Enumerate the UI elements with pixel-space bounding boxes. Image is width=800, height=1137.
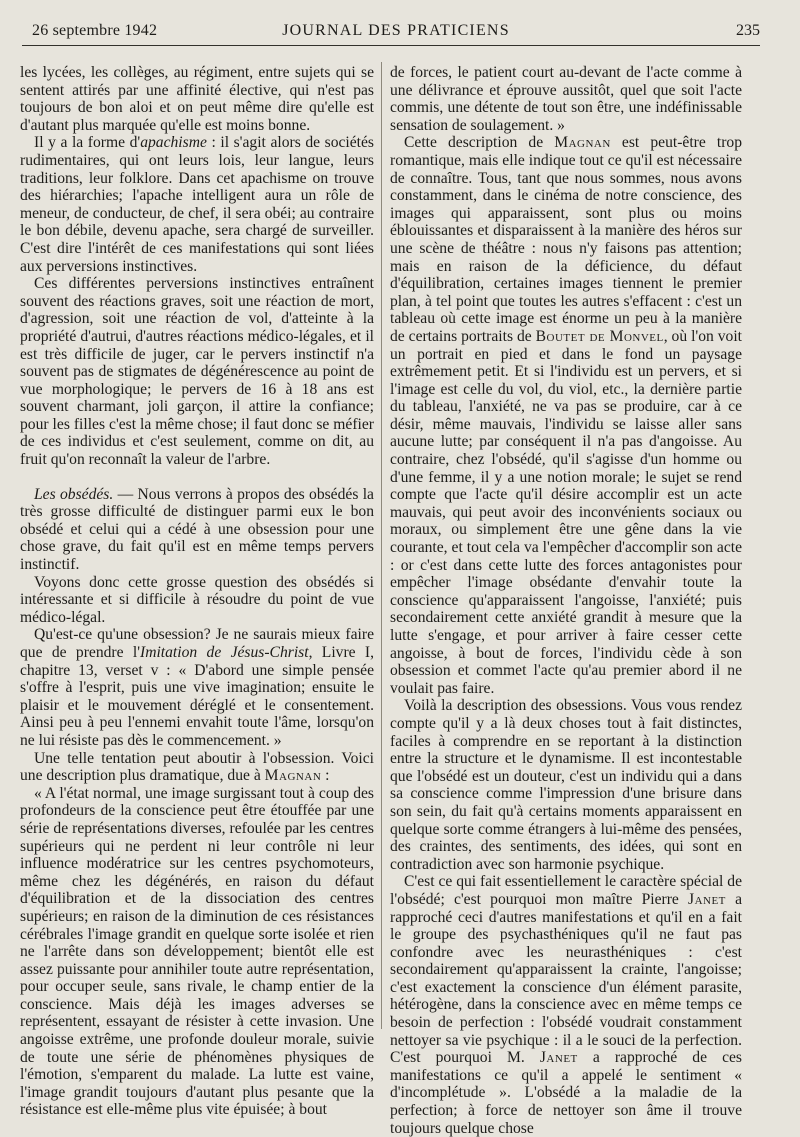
quotation-paragraph: « A l'état normal, une image surgissant tout à coup des profondeurs de la conscience peut être étouffée par une série de représentations diverses, refoulée par les centres supérieurs qui ne perdent ni leur contrôle ni leur influence modératrice sur les centres psychomoteurs, même chez les dégénérés, en raison du défaut d'équilibration et de la dissociation des centres supérieurs; en raison de la diminution de ces résistances cérébrales l'image grandit en quelque sorte isolée et rien ne l'arrête dans son développement; bientôt elle est assez puissante pour annihiler toute autre représentation, pour occuper seule, sans rivale, le champ entier de la conscience. Mais déjà les images adverses se représentent, essayant de résister à cette invasion. Une angoisse extrême, une profonde douleur morale, suivie de toute une série de phénomènes physiques de l'émotion, s'emparent du malade. La lutte est vaine, l'image grandit toujours d'autant plus pesante que la résistance est elle-même plus vite épuisée; à bout bbox=[20, 784, 374, 1119]
left-column bbox=[20, 64, 374, 1119]
paragraph: les lycées, les collèges, au régiment, entre sujets qui se sentent attirés par une affinité élective, qui n'est pas toujours de bon aloi et on peut même dire qu'elle est d'autant plus marquée qu'elle est moins bonne. bbox=[20, 64, 374, 134]
paragraph: Voyons donc cette grosse question des obsédés si intéressante et si difficile à résoudre du point de vue médico-légal. bbox=[20, 573, 374, 626]
paragraph: Il y a la forme d'apachisme : il s'agit alors de sociétés rudimentaires, qui ont leurs lois, leur langue, leurs traditions, leur folklore. Dans cet apachisme on trouve des hiérarchies; l'apache intelligent aura un rôle de meneur, de conducteur, de chef, il sera obéi; au contraire le bon débile, devenu apache, sera chargé de surveiller. C'est dire l'intérêt de ces manifestations qui sont liées aux perversions instinctives. bbox=[20, 134, 374, 275]
paragraph: C'est ce qui fait essentiellement le caractère spécial de l'obsédé; c'est pourquoi mon maître Pierre Janet a rapproché ceci d'autres manifestations et qu'il en a fait le groupe des psychasthéniques qu'il ne faut pas confondre avec les neurasthéniques : c'est secondairement qu'apparaissent la crainte, l'angoisse; c'est exactement la conscience d'un élément parasite, hétérogène, dans la conscience avec en même temps ce besoin de perfection : l'obsédé voudrait constamment nettoyer sa vie psychique : il a le souci de la perfection. C'est pourquoi M. Janet a rapproché de ces manifestations ce qu'il a appelé le sentiment « d'incomplétude ». L'obsédé a la maladie de la perfection; à force de nettoyer son âme il trouve toujours quelque chose bbox=[390, 873, 743, 1137]
paragraph: Une telle tentation peut aboutir à l'obsession. Voici une description plus dramatique, due à Magnan : bbox=[20, 749, 374, 785]
paragraph: de forces, le patient court au-devant de l'acte comme à une délivrance et éprouve aussitôt, quel que soit l'acte commis, une détente de tout son être, une indéfinissable sensation de soulagement. » bbox=[390, 64, 742, 134]
column-divider bbox=[381, 62, 382, 1029]
right-column bbox=[390, 64, 742, 1137]
book-title: Imitation de Jésus-Christ bbox=[140, 644, 309, 661]
section-paragraph-obsedes: Les obsédés. — Nous verrons à propos des obsédés la très grosse difficulté de distinguer parmi eux le bon obsédé et celui qui a cédé à une obsession pour une chose grave, du fait qu'il est en même temps pervers instinctif. bbox=[20, 485, 374, 574]
page-number: 235 bbox=[736, 22, 760, 39]
paragraph: Cette description de Magnan est peut-être trop romantique, mais elle indique tout ce qu'il est nécessaire de connaître. Tous, tant que nous sommes, nous avons constamment, dans le cinéma de notre conscience, des images qui apparaissent, sont plus ou moins éblouissantes et disparaissent à la manière des héros sur une scène de théâtre : nous n'y faisons pas attention; mais en raison de la déficience, du défaut d'équilibration, certaines images tiennent le premier plan, à tel point que toutes les autres s'effacent : c'est un tableau où cette image est énorme un peu à la manière de certains portraits de Boutet de Monvel, où l'on voit un portrait en pied et dans le fond un paysage extrêmement petit. Et si l'individu est un pervers, et si l'image est celle du vol, du viol, etc., la dernière partie du tableau, l'anxiété, ne va pas se produire, car à ce désir, même mauvais, l'individu se laisse aller sans aucune lutte; par conséquent il n'a pas d'angoisse. Au contraire, chez l'obsédé, qu'il s'agisse d'un homme ou d'une femme, il y a une notion morale; le sujet se rend compte que l'acte qu'il désire accomplir est un acte mauvais, qui peut avoir des inconvénients sociaux ou moraux, ou simplement être une gêne dans la vie courante, et tout cela va l'empêcher d'accomplir son acte : or c'est dans cette lutte des forces antagonistes pour empêcher l'image obsédante d'envahir toute la conscience qu'apparaissent l'angoisse, l'anxiété; puis secondairement cette anxiété grandit à mesure que la lutte s'engage, et pour arriver à faire cesser cette angoisse, à bout de forces, l'individu cède à son obsession et commet l'acte qu'au premier abord il ne voulait pas faire. bbox=[390, 134, 742, 697]
author-name: Magnan bbox=[264, 767, 322, 785]
paragraph: Voilà la description des obsessions. Vous vous rendez compte qu'il y a là deux choses tout à fait distinctes, faciles à comprendre en se reportant à la distinction entre la structure et le dynamisme. Il est incontestable que l'obsédé est un douteur, c'est un individu qui a dans sa conscience comme l'impression d'une brisure dans son sein, du fait qu'à certains moments apparaissent en quelque sorte comme étrangers à lui-même des pensées, des craintes, des sentiments, des idées, qui sont en contradiction avec son harmonie psychique. bbox=[390, 697, 742, 873]
paragraph: Qu'est-ce qu'une obsession? Je ne saurais mieux faire que de prendre l'Imitation de Jésus-Christ, Livre I, chapitre 13, verset v : « D'abord une simple pensée s'offre à l'esprit, puis une vive imagination; ensuite le plaisir et le mouvement déréglé et le consentement. Ainsi peu à peu l'ennemi envahit toute l'âme, lorsqu'on ne lui résiste pas dès le commencement. » bbox=[20, 626, 374, 749]
author-name: Magnan bbox=[554, 134, 611, 152]
header-rule bbox=[22, 45, 760, 46]
journal-title: JOURNAL DES PRATICIENS bbox=[282, 22, 510, 39]
issue-date: 26 septembre 1942 bbox=[32, 22, 158, 39]
italic-term: apachisme bbox=[140, 134, 207, 152]
running-header bbox=[32, 22, 760, 44]
author-name: Janet bbox=[688, 890, 726, 908]
paragraph: Ces différentes perversions instinctives entraînent souvent des réactions graves, soit une réaction de mort, d'agression, soit une réaction de vol, d'atteinte à la propriété d'autrui, d'autres réactions médico-légales, et il est très difficile de juger, car le pervers instinctif n'a souvent pas de stigmates de dégénérescence au point de vue morphologique; le pervers de 16 à 18 ans est souvent charmant, joli garçon, il attire la confiance; pour les filles c'est la même chose; il faut donc se méfier de ces individus et c'est seulement, comme on dit, au fruit qu'on reconnaît la valeur de l'arbre. bbox=[20, 275, 374, 469]
author-name: Janet bbox=[539, 1049, 578, 1067]
section-heading: Les obsédés. bbox=[34, 485, 114, 503]
author-name: Boutet de Monvel bbox=[535, 327, 664, 345]
